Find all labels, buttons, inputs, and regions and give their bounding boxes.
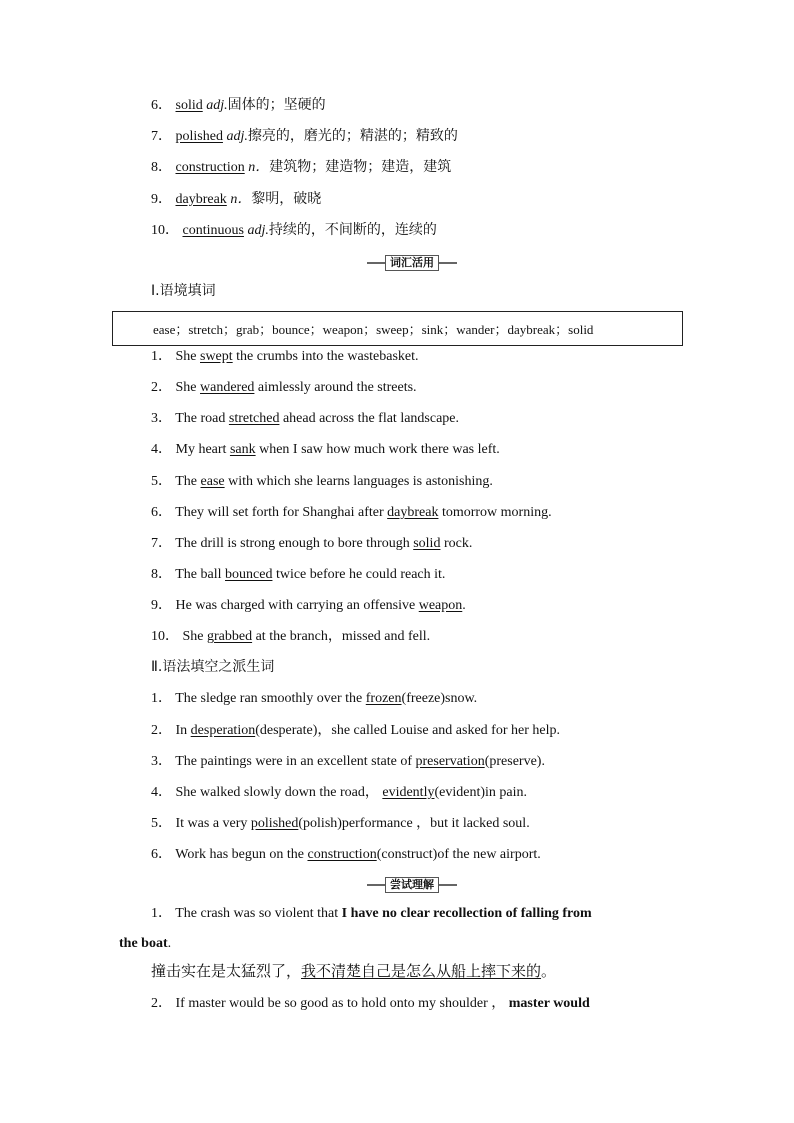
sentence-part: at the branch，missed and fell.	[255, 629, 431, 644]
sentence-part: They will set forth for Shanghai after	[175, 505, 384, 520]
part-of-speech: adj.	[206, 98, 228, 113]
exercise-item	[151, 753, 545, 771]
exercise-item	[151, 815, 530, 833]
item-number: 1．	[151, 691, 172, 706]
item-number: 3．	[151, 411, 172, 426]
answer: ease	[200, 474, 225, 489]
sentence-part: She	[182, 629, 204, 644]
sentence-part: (evident)in pain.	[434, 785, 527, 800]
try-sentence-1	[151, 905, 592, 923]
answer: polished	[250, 816, 299, 831]
vocab-word: polished	[175, 129, 223, 144]
exercise-item	[151, 348, 419, 366]
sentence-part: My heart	[175, 442, 227, 457]
word-bank-box	[112, 311, 683, 346]
item-number: 6．	[151, 847, 172, 862]
translation-part: 。	[541, 964, 557, 980]
translation-part: 撞击实在是太猛烈了，	[151, 964, 302, 980]
vocab-meaning: 黎明，破晓	[251, 192, 322, 207]
answer: bounced	[225, 567, 273, 582]
answer: swept	[200, 349, 233, 364]
part-of-speech: adj.	[226, 129, 248, 144]
sentence-part: (preserve).	[484, 754, 545, 769]
sentence-part: She walked slowly down the road，	[175, 785, 379, 800]
answer: construction	[307, 847, 377, 862]
vocab-meaning: 固体的；坚硬的	[227, 98, 326, 113]
translation-1	[151, 963, 556, 981]
exercise-item	[151, 566, 445, 584]
key-clause: the boat	[119, 936, 168, 951]
sentence-part: The ball	[175, 567, 222, 582]
sentence-part: .	[167, 936, 172, 951]
sentence-part: when I saw how much work there was left.	[259, 442, 500, 457]
answer: evidently	[382, 785, 435, 800]
item-number: 3．	[151, 754, 172, 769]
exercise-item	[151, 504, 552, 522]
sentence-part: ahead across the flat landscape.	[282, 411, 460, 426]
vocab-meaning: 擦亮的，磨光的；精湛的；精致的	[247, 129, 458, 144]
sentence-part: Work has begun on the	[175, 847, 304, 862]
part-of-speech: n．	[230, 192, 252, 207]
answer: desperation	[190, 723, 256, 738]
sentence-part: tomorrow morning.	[441, 505, 552, 520]
item-number: 2．	[151, 723, 172, 738]
item-number: 10．	[151, 223, 179, 238]
vocab-word: continuous	[182, 223, 244, 238]
exercise-item	[151, 410, 459, 428]
item-number: 8．	[151, 160, 172, 175]
sentence-part: In	[175, 723, 188, 738]
try-sentence-2	[151, 995, 590, 1013]
item-number: 6．	[151, 505, 172, 520]
answer: sank	[229, 442, 256, 457]
sentence-part: It was a very	[175, 816, 248, 831]
exercise-item	[151, 722, 560, 740]
answer: grabbed	[207, 629, 253, 644]
item-number: 9．	[151, 192, 172, 207]
item-number: 5．	[151, 816, 172, 831]
word-bank: ease；stretch；grab；bounce；weapon；sweep；sink；wander；daybreak；solid	[153, 322, 594, 337]
section-banner	[367, 255, 457, 271]
item-number: 2．	[151, 380, 172, 395]
banner-title: 词汇活用	[390, 256, 434, 269]
vocab-word: solid	[175, 98, 203, 113]
part-of-speech: adj.	[247, 223, 269, 238]
exercise-item	[151, 690, 477, 708]
sentence-part: If master would be so good as to hold onto my shoulder ，	[175, 996, 506, 1011]
answer: stretched	[228, 411, 280, 426]
sentence-part: The road	[175, 411, 226, 426]
item-number: 7．	[151, 129, 172, 144]
exercise-item	[151, 628, 430, 646]
sentence-part: (desperate)，she called Louise and asked for her help.	[255, 723, 560, 738]
sentence-part: (freeze)snow.	[401, 691, 478, 706]
vocab-item	[151, 222, 437, 240]
vocab-item	[151, 128, 458, 146]
section-title: Ⅰ.语境填词	[151, 283, 216, 299]
exercise-item	[151, 597, 466, 615]
item-number: 10．	[151, 629, 179, 644]
sentence-part: The drill is strong enough to bore through	[175, 536, 410, 551]
sentence-part: with which she learns languages is astonishing.	[228, 474, 493, 489]
vocab-meaning: 建筑物；建造物；建造，建筑	[269, 160, 452, 175]
item-number: 4．	[151, 785, 172, 800]
sentence-part: the crumbs into the wastebasket.	[236, 349, 419, 364]
answer: frozen	[365, 691, 402, 706]
item-number: 8．	[151, 567, 172, 582]
try-sentence-1-cont	[119, 935, 171, 953]
vocab-meaning: 持续的，不间断的，连续的	[268, 223, 437, 238]
vocab-word: construction	[175, 160, 245, 175]
sentence-part: aimlessly around the streets.	[257, 380, 417, 395]
answer: weapon	[418, 598, 463, 613]
answer: preservation	[415, 754, 485, 769]
translation-key: 我不清楚自己是怎么从船上摔下来的	[301, 964, 542, 980]
section-title: Ⅱ.语法填空之派生词	[151, 659, 275, 675]
sentence-part: (construct)of the new airport.	[376, 847, 541, 862]
sentence-part: The sledge ran smoothly over the	[175, 691, 363, 706]
vocab-word: daybreak	[175, 192, 227, 207]
banner-title: 尝试理解	[390, 878, 434, 891]
sentence-part: The crash was so violent that	[175, 906, 339, 921]
key-clause: I have no clear recollection of falling from	[341, 906, 592, 921]
item-number: 5．	[151, 474, 172, 489]
item-number: 1．	[151, 349, 172, 364]
sentence-part: .	[462, 598, 466, 613]
sentence-part: She	[175, 349, 197, 364]
item-number: 4．	[151, 442, 172, 457]
answer: wandered	[200, 380, 255, 395]
item-number: 2．	[151, 996, 172, 1011]
exercise-item	[151, 535, 472, 553]
key-clause: master would	[508, 996, 590, 1011]
exercise-item	[151, 846, 541, 864]
exercise-item	[151, 441, 500, 459]
exercise-item	[151, 784, 527, 802]
sentence-part: (polish)performance ，but it lacked soul.	[298, 816, 530, 831]
answer: solid	[413, 536, 441, 551]
answer: daybreak	[387, 505, 439, 520]
vocab-item	[151, 159, 451, 177]
item-number: 9．	[151, 598, 172, 613]
item-number: 7．	[151, 536, 172, 551]
item-number: 6．	[151, 98, 172, 113]
sentence-part: The paintings were in an excellent state of	[175, 754, 412, 769]
sentence-part: rock.	[443, 536, 473, 551]
section-banner	[367, 877, 457, 893]
exercise-item	[151, 379, 417, 397]
vocab-item	[151, 97, 326, 115]
sentence-part: He was charged with carrying an offensive	[175, 598, 416, 613]
part-of-speech: n．	[248, 160, 270, 175]
sentence-part: She	[175, 380, 197, 395]
sentence-part: twice before he could reach it.	[275, 567, 446, 582]
exercise-item	[151, 473, 493, 491]
vocab-item	[151, 191, 321, 209]
item-number: 1．	[151, 906, 172, 921]
sentence-part: The	[175, 474, 198, 489]
